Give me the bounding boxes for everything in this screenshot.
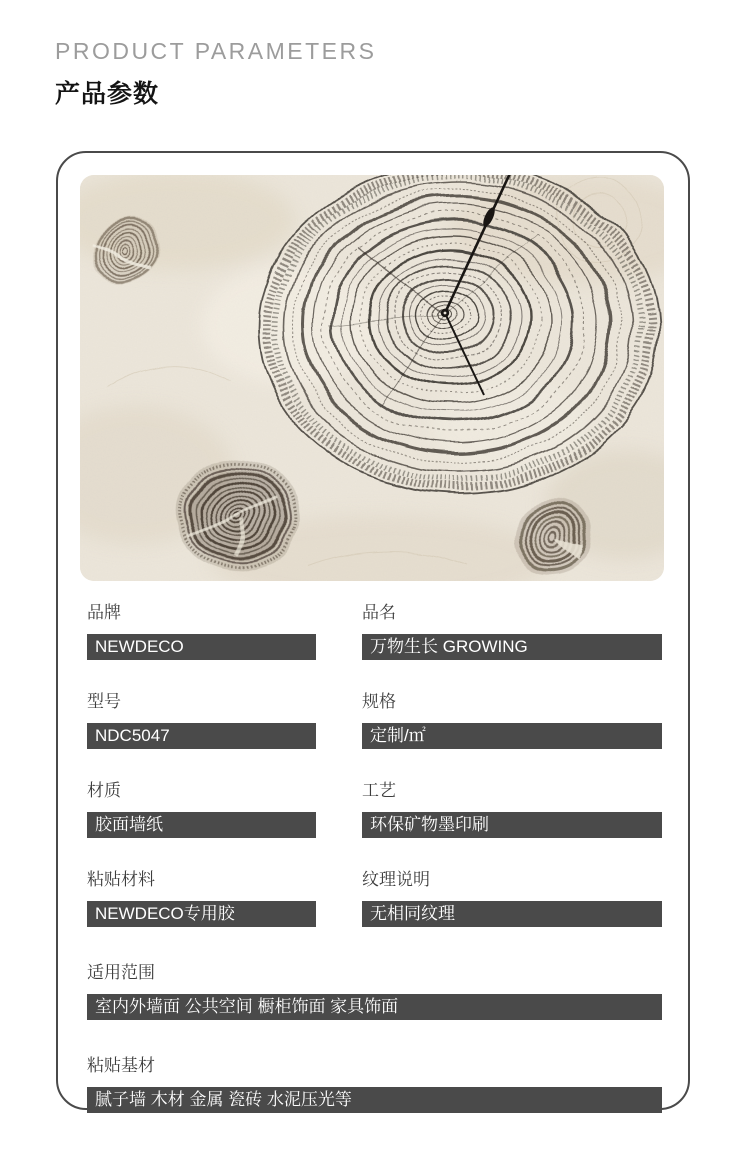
parameters-panel bbox=[56, 151, 690, 1110]
value-adhesive: NEWDECO专用胶 bbox=[87, 901, 316, 927]
label-scope: 适用范围 bbox=[87, 963, 155, 982]
label-substrate: 粘贴基材 bbox=[87, 1056, 155, 1075]
field-material bbox=[87, 776, 316, 838]
page-title: 产品参数 bbox=[55, 80, 160, 108]
field-model bbox=[87, 687, 316, 749]
field-texture bbox=[362, 865, 662, 927]
field-craft bbox=[362, 776, 662, 838]
label-texture: 纹理说明 bbox=[362, 870, 430, 889]
value-scope: 室内外墙面 公共空间 橱柜饰面 家具饰面 bbox=[87, 994, 662, 1020]
field-product-name bbox=[362, 598, 662, 660]
label-material: 材质 bbox=[87, 781, 121, 800]
label-product-name: 品名 bbox=[362, 603, 396, 622]
field-adhesive bbox=[87, 865, 316, 927]
field-substrate bbox=[87, 1051, 662, 1113]
field-scope bbox=[87, 958, 662, 1020]
label-adhesive: 粘贴材料 bbox=[87, 870, 155, 889]
product-artwork-tree-rings bbox=[80, 175, 664, 581]
page-header bbox=[55, 38, 376, 110]
value-product-name: 万物生长 GROWING bbox=[362, 634, 662, 660]
page-subtitle: PRODUCT PARAMETERS bbox=[55, 38, 377, 64]
label-model: 型号 bbox=[87, 692, 121, 711]
parameters-grid bbox=[87, 598, 662, 1140]
value-texture: 无相同纹理 bbox=[362, 901, 662, 927]
field-brand bbox=[87, 598, 316, 660]
tree-rings-illustration bbox=[80, 175, 664, 581]
field-spec bbox=[362, 687, 662, 749]
label-craft: 工艺 bbox=[362, 781, 396, 800]
label-brand: 品牌 bbox=[87, 603, 121, 622]
value-model: NDC5047 bbox=[87, 723, 316, 749]
label-spec: 规格 bbox=[362, 692, 396, 711]
value-brand: NEWDECO bbox=[87, 634, 316, 660]
value-substrate: 腻子墙 木材 金属 瓷砖 水泥压光等 bbox=[87, 1087, 662, 1113]
value-spec: 定制/㎡ bbox=[362, 723, 662, 749]
value-material: 胶面墙纸 bbox=[87, 812, 316, 838]
value-craft: 环保矿物墨印刷 bbox=[362, 812, 662, 838]
